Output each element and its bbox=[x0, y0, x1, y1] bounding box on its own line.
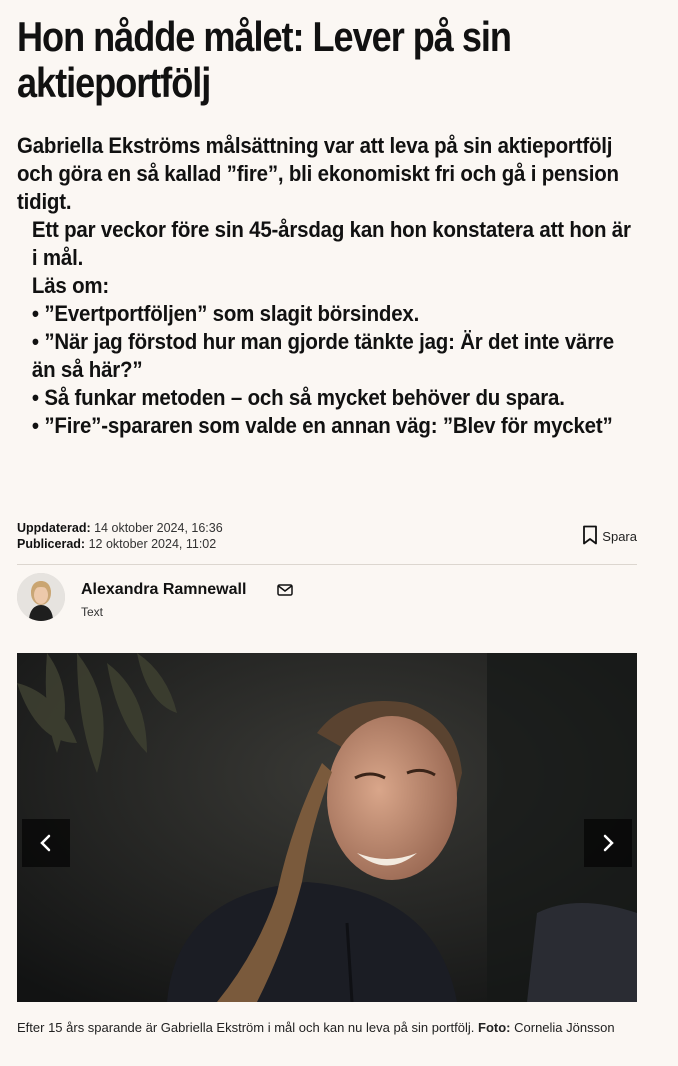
updated-line bbox=[17, 520, 637, 536]
chevron-left-icon bbox=[38, 834, 54, 852]
updated-value: 14 oktober 2024, 16:36 bbox=[94, 521, 223, 535]
next-image-button[interactable] bbox=[584, 819, 632, 867]
mail-icon[interactable] bbox=[277, 583, 293, 601]
article-photo[interactable] bbox=[17, 653, 637, 1002]
divider bbox=[17, 564, 637, 565]
updated-label: Uppdaterad: bbox=[17, 521, 91, 535]
published-label: Publicerad: bbox=[17, 537, 86, 551]
photo-image bbox=[17, 653, 637, 1002]
caption-text: Efter 15 års sparande är Gabriella Ekström i mål och kan nu leva på sin portfölj. bbox=[17, 1020, 475, 1035]
save-label: Spara bbox=[602, 529, 637, 544]
credit-label: Foto: bbox=[478, 1020, 511, 1035]
published-value: 12 oktober 2024, 11:02 bbox=[88, 537, 217, 551]
read-more-link[interactable]: • ”När jag förstod hur man gjorde tänkte jag: Är det inte värre än så här?” bbox=[31, 329, 614, 382]
lead-paragraph: Ett par veckor före sin 45-årsdag kan hon konstatera att hon är i mål. bbox=[31, 217, 631, 270]
credit-name: Cornelia Jönsson bbox=[514, 1020, 615, 1035]
author-byline bbox=[17, 573, 637, 621]
chevron-right-icon bbox=[600, 834, 616, 852]
lead-paragraph: Gabriella Ekströms målsättning var att leva på sin aktieportfölj och göra en så kallad ”fire”, bli ekonomiskt fri och gå i pension tidigt. bbox=[17, 133, 619, 214]
headline: Hon nådde målet: Lever på sin aktieportfölj bbox=[17, 13, 511, 106]
photo-caption bbox=[17, 1018, 637, 1037]
bookmark-icon bbox=[582, 525, 598, 549]
read-more-link[interactable]: • ”Fire”-spararen som valde en annan väg: ”Blev för mycket” bbox=[31, 413, 613, 438]
article bbox=[17, 0, 637, 1035]
read-more-link[interactable]: • ”Evertportföljen” som slagit börsindex. bbox=[31, 301, 420, 326]
avatar[interactable] bbox=[17, 573, 65, 621]
published-line bbox=[17, 536, 637, 552]
save-button[interactable] bbox=[582, 525, 637, 549]
author-role: Text bbox=[81, 605, 104, 619]
author-name[interactable]: Alexandra Ramnewall bbox=[81, 581, 247, 598]
read-more-link[interactable]: • Så funkar metoden – och så mycket behöver du spara. bbox=[31, 385, 565, 410]
previous-image-button[interactable] bbox=[22, 819, 70, 867]
read-more-label: Läs om: bbox=[31, 273, 110, 298]
lead bbox=[17, 132, 637, 440]
article-meta bbox=[17, 520, 637, 556]
